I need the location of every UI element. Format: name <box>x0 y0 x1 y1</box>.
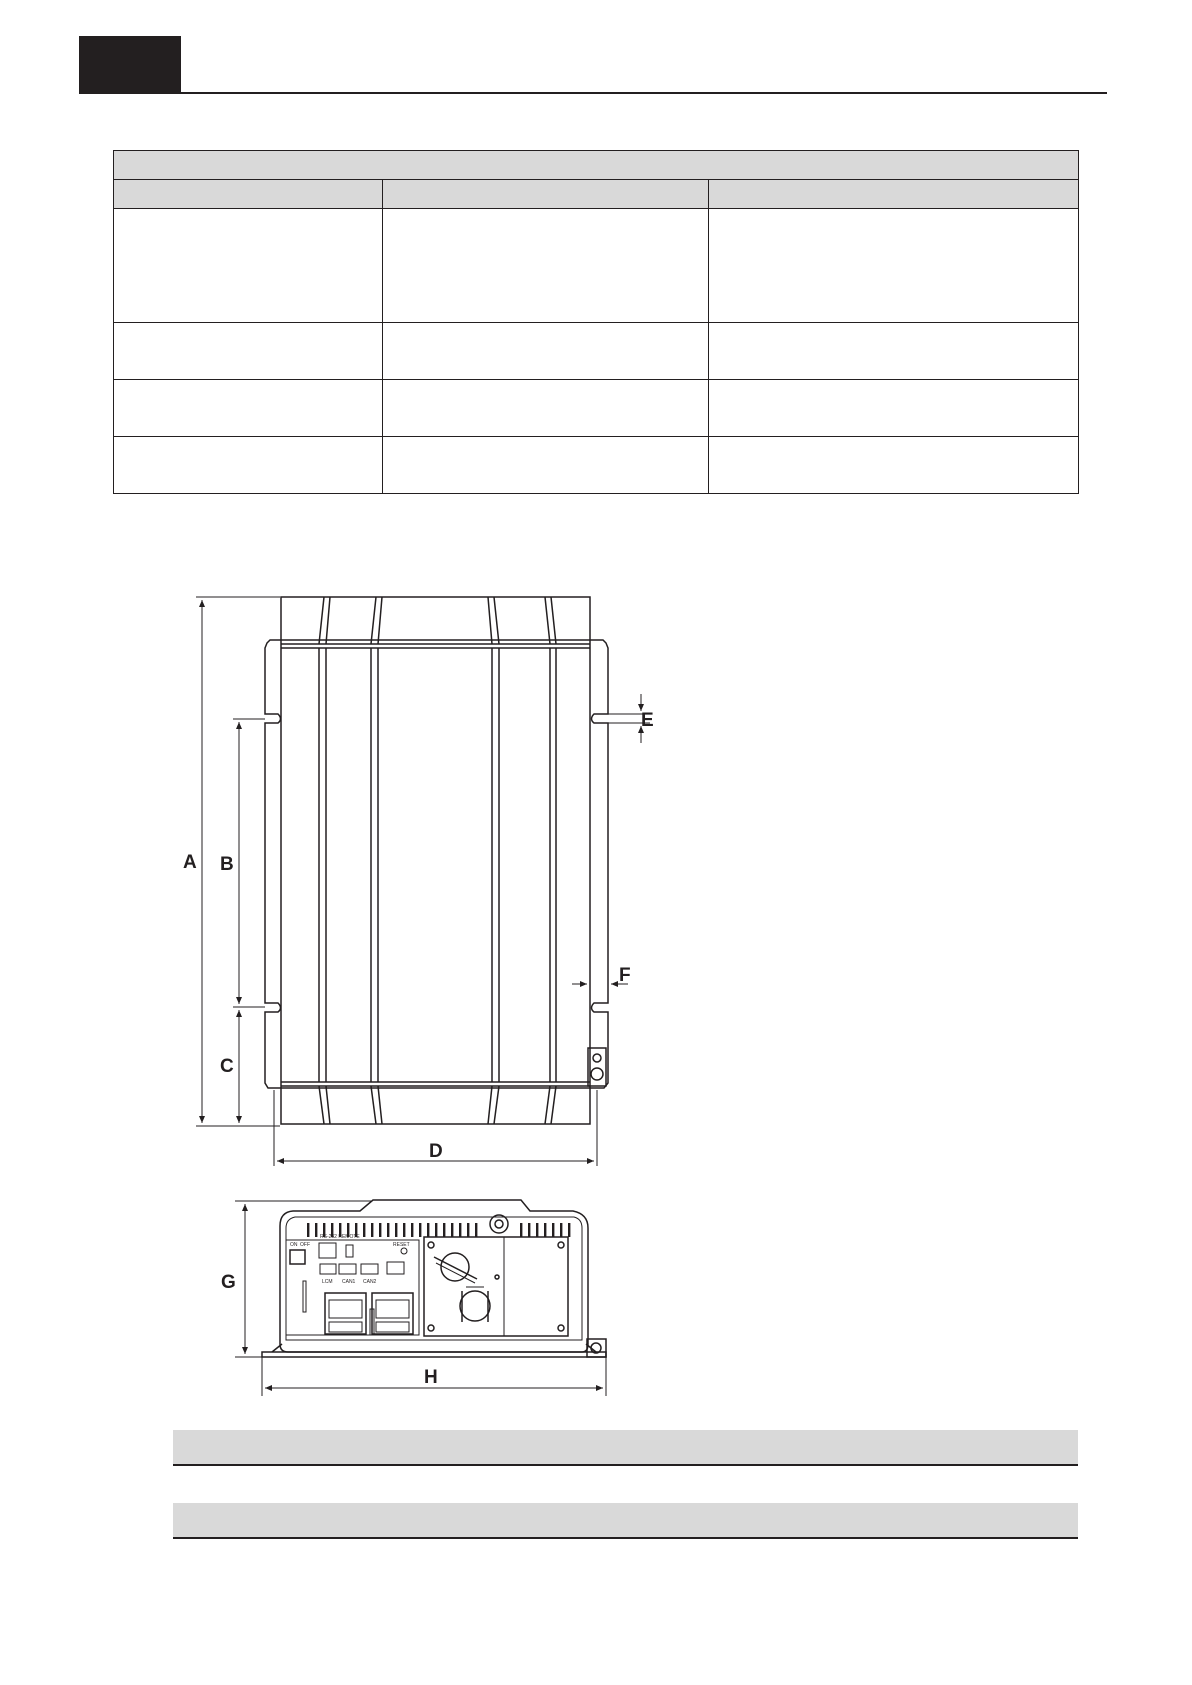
reset-label: RESET <box>393 1242 410 1248</box>
heatsink-fins <box>319 597 556 1124</box>
dimension-label-e: E <box>641 710 654 731</box>
dimension-lines-top <box>196 597 650 1166</box>
dc-terminal-negative <box>325 1293 366 1334</box>
front-base-plate <box>262 1352 606 1357</box>
cable-clamp-upper <box>434 1253 477 1283</box>
dimension-label-a: A <box>183 852 197 873</box>
dimension-label-c: C <box>220 1056 234 1077</box>
bottom-section-bar-1 <box>173 1430 1078 1465</box>
bottom-section-bar-2 <box>173 1503 1078 1538</box>
cable-clamp-lower <box>460 1287 490 1322</box>
lcm-port-label: LCM <box>322 1279 333 1285</box>
bottom-section-rule-2 <box>173 1537 1078 1539</box>
remote-port-label: RS-232 REMOTE <box>320 1234 360 1240</box>
ac-cover-panel <box>424 1237 568 1336</box>
control-panel <box>286 1240 419 1335</box>
can1-port-label: CAN1 <box>342 1279 356 1285</box>
bottom-section-rule-1 <box>173 1464 1078 1466</box>
dimension-label-d: D <box>429 1141 443 1162</box>
switch-on-label: ON <box>290 1242 298 1248</box>
dimension-label-f: F <box>619 965 631 986</box>
reset-button <box>401 1248 407 1254</box>
dc-terminal-positive <box>372 1293 413 1334</box>
heatsink-body <box>281 597 590 1124</box>
can2-port-label: CAN2 <box>363 1279 377 1285</box>
switch-off-label: OFF <box>300 1242 310 1248</box>
top-view <box>265 597 608 1124</box>
power-switch <box>290 1250 305 1264</box>
dimension-label-h: H <box>424 1367 438 1388</box>
dimension-label-g: G <box>221 1272 236 1293</box>
center-screw <box>490 1215 508 1233</box>
dimension-label-b: B <box>220 854 234 875</box>
